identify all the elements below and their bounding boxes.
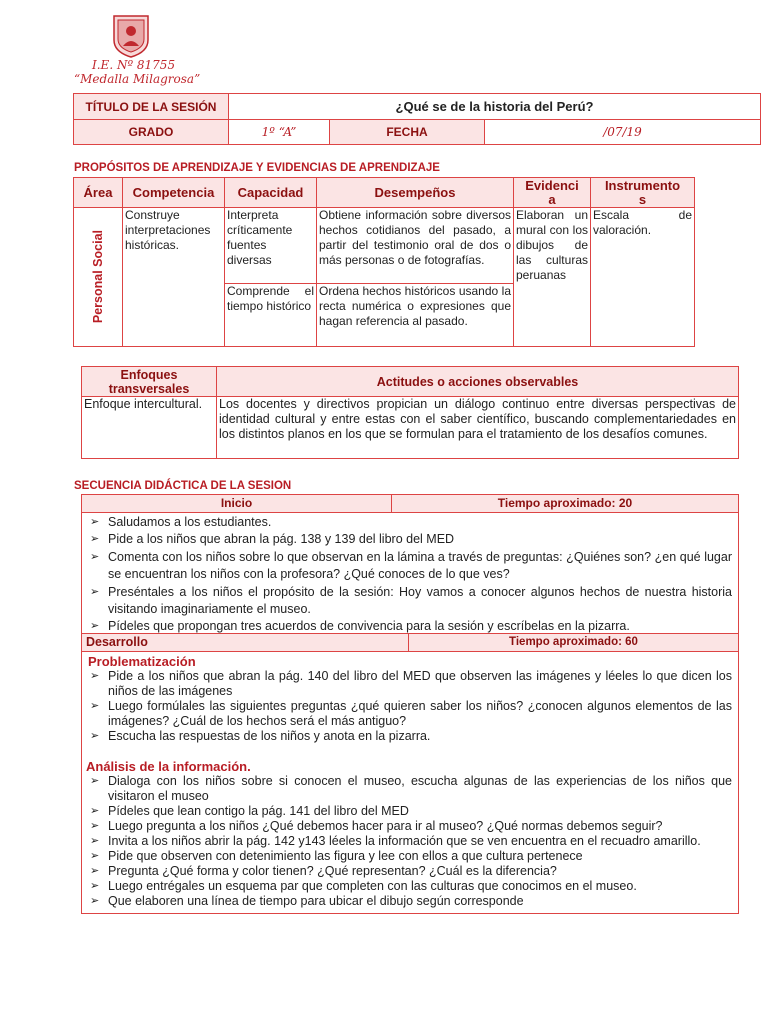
col-instrumentos-line2: s bbox=[638, 191, 647, 207]
col-actitudes: Actitudes o acciones observables bbox=[217, 367, 739, 397]
list-item: ➢ Saludamos a los estudiantes. bbox=[90, 515, 272, 529]
list-item: ➢ Pídeles que lean contigo la pág. 141 del libro del MED bbox=[90, 804, 409, 818]
desarrollo-label: Desarrollo bbox=[82, 634, 409, 651]
inicio-time: Tiempo aproximado: 20 bbox=[497, 496, 633, 510]
grade-label: GRADO bbox=[74, 120, 229, 145]
area-value: Personal Social bbox=[91, 230, 105, 324]
desarrollo-time: Tiempo aproximado: 60 bbox=[509, 636, 638, 648]
list-item: ➢ Comenta con los niños sobre lo que observan en la lámina a través de preguntas: ¿Quiénes son? ¿en qué lugar se encuentran los niños con la profesora? ¿Qué conoces de lo que ves? bbox=[90, 550, 732, 581]
school-logo bbox=[112, 14, 150, 58]
inicio-header bbox=[82, 495, 738, 513]
problematizacion-label: Problematización bbox=[88, 654, 196, 669]
col-instrumentos-line1: Instrumento bbox=[604, 177, 681, 193]
col-competencia: Competencia bbox=[123, 178, 225, 208]
arrow-bullet-icon: ➢ bbox=[90, 835, 100, 847]
col-enfoques: Enfoques transversales bbox=[82, 367, 217, 397]
list-item: ➢ Pide a los niños que abran la pág. 138 y 139 del libro del MED bbox=[90, 532, 455, 546]
arrow-bullet-icon: ➢ bbox=[90, 820, 100, 832]
list-item: ➢ Dialoga con los niños sobre si conocen el museo, escucha algunas de las experiencias de los niños que visitaron el museo bbox=[90, 774, 732, 803]
list-item: ➢ Preséntales a los niños el propósito de la sesión: Hoy vamos a conocer algunos hechos de nuestra historia visitando imaginariamente el museo. bbox=[90, 585, 732, 616]
competencia-value: Construye interpretaciones históricas. bbox=[123, 208, 225, 347]
inicio-list bbox=[82, 513, 738, 633]
arrow-bullet-icon: ➢ bbox=[90, 551, 100, 563]
analisis-list bbox=[86, 774, 732, 909]
analisis-label: Análisis de la información. bbox=[86, 759, 251, 774]
desarrollo-header bbox=[82, 633, 738, 652]
purposes-table bbox=[73, 177, 695, 347]
session-header-table bbox=[73, 93, 761, 145]
arrow-bullet-icon: ➢ bbox=[90, 865, 100, 877]
arrow-bullet-icon: ➢ bbox=[90, 516, 100, 528]
grade-value: 1º “A” bbox=[229, 120, 330, 145]
capacidad-1: Interpreta críticamente fuentes diversas bbox=[225, 208, 317, 284]
list-item: ➢ Pregunta ¿Qué forma y color tienen? ¿Qué representan? ¿Cuál es la diferencia? bbox=[90, 864, 557, 878]
school-heading bbox=[74, 58, 201, 86]
col-evidencia-line2: a bbox=[548, 191, 556, 207]
area-cell bbox=[74, 208, 123, 347]
list-item: ➢ Escucha las respuestas de los niños y anota en la pizarra. bbox=[90, 729, 431, 743]
approaches-table bbox=[81, 366, 739, 459]
date-label: FECHA bbox=[330, 120, 485, 145]
list-item: ➢ Que elaboren una línea de tiempo para ubicar el dibujo según corresponde bbox=[90, 894, 524, 908]
sequence-box bbox=[81, 494, 739, 914]
list-item: ➢ Pídeles que propongan tres acuerdos de convivencia para la sesión y escríbelas en la pizarra. bbox=[90, 619, 630, 633]
purposes-title: PROPÓSITOS DE APRENDIZAJE Y EVIDENCIAS DE APRENDIZAJE bbox=[74, 162, 440, 174]
enfoque-value: Enfoque intercultural. bbox=[82, 397, 217, 459]
arrow-bullet-icon: ➢ bbox=[90, 730, 100, 742]
evidencia-value: Elaboran un mural con los dibujos de las culturas peruanas bbox=[514, 208, 591, 347]
school-motto: “Medalla Milagrosa” bbox=[74, 72, 201, 86]
col-desempenos: Desempeños bbox=[317, 178, 514, 208]
desempeno-1: Obtiene información sobre diversos hechos cotidianos del pasado, a partir del testimonio oral de dos o más personas o de fotografías. bbox=[317, 208, 514, 284]
list-item: ➢ Pide a los niños que abran la pág. 140 del libro del MED que observen las imágenes y léeles lo que dicen los niños de las imágenes bbox=[90, 669, 732, 698]
arrow-bullet-icon: ➢ bbox=[90, 895, 100, 907]
capacidad-2: Comprende el tiempo histórico bbox=[225, 284, 317, 347]
col-evidencia-line1: Evidenci bbox=[525, 177, 579, 193]
instrumento-value: Escala de valoración. bbox=[591, 208, 695, 347]
list-item: ➢ Pide que observen con detenimiento las figura y lee con ellos a que cultura pertenece bbox=[90, 849, 583, 863]
col-evidencia bbox=[514, 178, 591, 208]
actitud-value: Los docentes y directivos propician un diálogo continuo entre diversas perspectivas de identidad cultural y entre estas con el saber científico, buscando complementariedades en los distintos planos en los que se formulan para el tratamiento de los desafíos comunes. bbox=[217, 397, 739, 459]
arrow-bullet-icon: ➢ bbox=[90, 880, 100, 892]
desempeno-2: Ordena hechos históricos usando la recta numérica o expresiones que hagan referencia al pasado. bbox=[317, 284, 514, 347]
session-title-label: TÍTULO DE LA SESIÓN bbox=[74, 94, 229, 120]
date-value: /07/19 bbox=[485, 120, 761, 145]
arrow-bullet-icon: ➢ bbox=[90, 586, 100, 598]
school-name: I.E. Nº 81755 bbox=[92, 58, 176, 72]
sequence-title: SECUENCIA DIDÁCTICA DE LA SESION bbox=[74, 480, 292, 492]
list-item: ➢ Luego formúlales las siguientes preguntas ¿qué quieren saber los niños? ¿conocen algunos elementos de las imágenes? ¿Cuál de los hechos será el más antiguo? bbox=[90, 699, 732, 728]
col-area: Área bbox=[74, 178, 123, 208]
list-item: ➢ Luego pregunta a los niños ¿Qué debemos hacer para ir al museo? ¿Qué normas debemos seguir? bbox=[90, 819, 663, 833]
problematizacion-list bbox=[86, 669, 732, 744]
arrow-bullet-icon: ➢ bbox=[90, 850, 100, 862]
arrow-bullet-icon: ➢ bbox=[90, 775, 100, 787]
arrow-bullet-icon: ➢ bbox=[90, 670, 100, 682]
desarrollo-content bbox=[82, 652, 738, 913]
arrow-bullet-icon: ➢ bbox=[90, 620, 100, 632]
list-item: ➢ Luego entrégales un esquema par que completen con las culturas que conocimos en el museo. bbox=[90, 879, 637, 893]
col-instrumentos bbox=[591, 178, 695, 208]
list-item: ➢ Invita a los niños abrir la pág. 142 y143 léeles la información que se ven encuentra en el recuadro amarillo. bbox=[90, 834, 701, 848]
arrow-bullet-icon: ➢ bbox=[90, 700, 100, 712]
arrow-bullet-icon: ➢ bbox=[90, 805, 100, 817]
session-title: ¿Qué se de la historia del Perú? bbox=[229, 94, 761, 120]
arrow-bullet-icon: ➢ bbox=[90, 533, 100, 545]
inicio-label: Inicio bbox=[82, 495, 392, 512]
col-capacidad: Capacidad bbox=[225, 178, 317, 208]
